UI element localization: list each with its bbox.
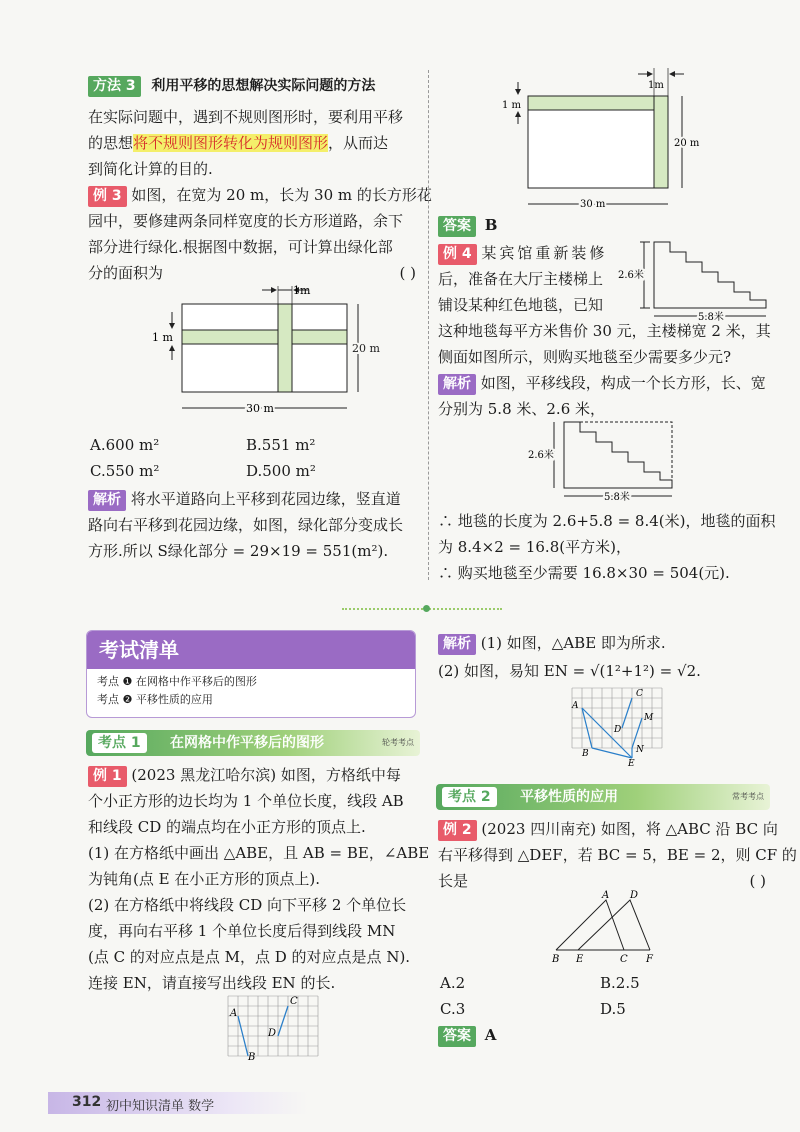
example2-answer-badge: 答案: [438, 1026, 476, 1047]
example3-line1: 例 3 如图，在宽为 20 m，长为 30 m 的长方形花: [88, 182, 420, 208]
example1-solution-line2: (2) 如图，易知 EN = √(1²+1²) = √2.: [438, 662, 701, 680]
example3-answer-badge: 答案: [438, 216, 476, 237]
example1-line8: (点 C 的对应点是点 M，点 D 的对应点是点 N).: [88, 948, 411, 966]
example4-solution-figure: [526, 418, 676, 502]
tri-label-d: D: [630, 890, 639, 901]
example2-answer-bracket: ( ): [749, 872, 766, 890]
grid1-label-a: A: [230, 1008, 238, 1019]
example4-analysis-line5: ∴ 购买地毯至少需要 16.8×30 = 504(元).: [438, 564, 730, 582]
point2-header: [436, 784, 770, 810]
example4-height-label: 2.6米: [618, 270, 644, 281]
checklist-header: 考试清单: [87, 631, 415, 669]
example2-line2: 右平移得到 △DEF，若 BC = 5，BE = 2，则 CF 的: [438, 846, 797, 864]
example4-analysis-badge: 解析: [438, 374, 476, 395]
example2-triangles-figure: [548, 890, 658, 966]
example2-answer-value: A: [484, 1026, 497, 1044]
example4-line5: 侧面如图所示，则购买地毯至少需要多少元?: [438, 348, 732, 366]
example3-top-label: 1m: [293, 284, 311, 297]
example1-section: 例 1 (2023 黑龙江哈尔滨) 如图，方格纸中每 个小正方形的边长均为 1 个单位长度，线段 AB 和线段 CD 的端点均在小正方形的顶点上. (1) 在方格纸中画出 △ABE，且 AB = BE，∠ABE 为钝角(点 E 在小正方形的顶点上). (2) 在方格纸中将线段 CD 向下平移 2 个单位长 度，再向右平移 1 个单位长度后得到线段 MN (点 C 的对应点是点 M，点 D 的对应点是点 N). 连接 EN，请直接写出线段 EN 的长.: [88, 762, 420, 1002]
example3-option-c: C.550 m²: [90, 462, 160, 480]
checklist-item-2: 考点 ❷ 平移性质的应用: [97, 693, 213, 706]
example4-line4: 这种地毯每平方米售价 30 元，主楼梯宽 2 米，其: [438, 322, 771, 340]
example4-section: 例 4 某宾馆重新装修 后，准备在大厅主楼梯上 铺设某种红色地毯，已知 这种地毯每平方米售价 30 元，主楼梯宽 2 米，其 侧面如图所示，则购买地毯至少需要多少元?: [438, 240, 768, 370]
example4-width-label: 5.8米: [698, 312, 724, 322]
solution3-left-label: 1 m: [502, 100, 522, 111]
example2-line3: 长是 ( ): [438, 868, 770, 894]
tri-label-f: F: [646, 954, 653, 965]
example3-option-d: D.500 m²: [246, 462, 316, 480]
example4-badge: 例 4: [438, 244, 477, 265]
point2-tag: 常考考点: [732, 792, 764, 801]
example2-option-d: D.5: [600, 1000, 626, 1018]
method3-highlight: 将不规则图形转化为规则图形: [133, 134, 329, 152]
tri-label-b: B: [552, 954, 560, 965]
example2-section: 例 2 (2023 四川南充) 如图，将 △ABC 沿 BC 向 右平移得到 △DEF，若 BC = 5，BE = 2，则 CF 的 长是 ( ): [438, 816, 770, 896]
tri-label-c: C: [620, 954, 628, 965]
point1-badge: 考点 1: [92, 733, 147, 753]
grid2-label-m: M: [644, 713, 654, 723]
method3-badge: 方法 3: [88, 76, 141, 97]
checklist-item-1: 考点 ❶ 在网格中作平移后的图形: [97, 675, 257, 688]
tri-label-a: A: [602, 890, 610, 901]
example2-badge: 例 2: [438, 820, 477, 841]
point2-title: 平移性质的应用: [520, 789, 618, 805]
point1-title: 在网格中作平移后的图形: [170, 735, 324, 751]
page-number: 312: [72, 1094, 102, 1110]
example1-line3: 和线段 CD 的端点均在小正方形的顶点上.: [88, 818, 366, 836]
example3-right-label: 20 m: [352, 342, 380, 355]
point1-tag: 轮考考点: [382, 738, 414, 747]
grid2-label-c: C: [636, 689, 643, 699]
example3-analysis-line3: 方形.所以 S绿化部分 = 29×19 = 551(m²).: [88, 542, 389, 560]
example3-answer-value: B: [484, 216, 498, 234]
section-separator: [342, 608, 502, 610]
example4-line2: 后，准备在大厅主楼梯上: [438, 270, 604, 288]
example4-conclusion: [438, 508, 778, 588]
example1-solution-badge: 解析: [438, 634, 476, 655]
example3-line2: 园中，要修建两条同样宽度的长方形道路，余下: [88, 212, 404, 230]
example1-line4: (1) 在方格纸中画出 △ABE，且 AB = BE，∠ABE: [88, 844, 430, 862]
example3-solution-figure: [498, 66, 708, 216]
example1-line6: (2) 在方格纸中将线段 CD 向下平移 2 个单位长: [88, 896, 407, 914]
grid1-label-d: D: [268, 1028, 277, 1039]
example3-option-a: A.600 m²: [90, 436, 160, 454]
grid2-label-a: A: [572, 701, 579, 711]
example2-answer: [438, 1026, 496, 1047]
point2-badge: 考点 2: [442, 787, 497, 807]
example1-line2: 个小正方形的边长均为 1 个单位长度，线段 AB: [88, 792, 404, 810]
example3-line4: 分的面积为 ( ): [88, 260, 420, 286]
solution4-width-label: 5.8米: [604, 492, 630, 502]
grid2-label-e: E: [628, 759, 635, 766]
example3-bottom-label: 30 m: [246, 402, 274, 415]
example2-option-c: C.3: [440, 1000, 466, 1018]
method3-line3: 到简化计算的目的.: [88, 160, 213, 178]
example1-solution: 解析 (1) 如图，△ABE 即为所求. (2) 如图，易知 EN = √(1²+1²) = √2.: [438, 630, 768, 686]
example2-option-b: B.2.5: [600, 974, 640, 992]
book-title: 初中知识清单 数学: [106, 1099, 215, 1114]
example3-answer-bracket: ( ): [399, 264, 416, 282]
grid2-label-b: B: [582, 749, 589, 759]
grid2-label-d: D: [614, 725, 622, 735]
method3-line2: 的思想将不规则图形转化为规则图形，从而达: [88, 134, 389, 152]
example3-analysis-line2: 路向右平移到花园边缘，如图，绿化部分变成长: [88, 516, 404, 534]
example3-analysis: 解析 将水平道路向上平移到花园边缘，竖直道 路向右平移到花园边缘，如图，绿化部分变成长 方形.所以 S绿化部分 = 29×19 = 551(m²).: [88, 486, 420, 576]
grid1-label-c: C: [290, 996, 298, 1007]
point1-header: [86, 730, 420, 756]
solution3-top-label: 1m: [648, 80, 664, 91]
example3-answer: [438, 216, 497, 237]
example3-badge: 例 3: [88, 186, 127, 207]
example1-badge: 例 1: [88, 766, 127, 787]
example2-option-a: A.2: [440, 974, 466, 992]
separator-dot: [423, 605, 430, 612]
example3-left-label: 1 m: [152, 331, 173, 344]
example3-garden-figure: [150, 282, 380, 420]
tri-label-e: E: [576, 954, 584, 965]
example3-option-b: B.551 m²: [246, 436, 316, 454]
example3-line3: 部分进行绿化.根据图中数据，可计算出绿化部: [88, 238, 393, 256]
example4-stairs-figure: [616, 238, 776, 322]
example3-analysis-badge: 解析: [88, 490, 126, 511]
example4-analysis-line4: 为 8.4×2 = 16.8(平方米)，: [438, 538, 631, 556]
column-divider: [428, 70, 429, 580]
solution3-right-label: 20 m: [674, 138, 700, 149]
example1-line7: 度，再向右平移 1 个单位长度后得到线段 MN: [88, 922, 396, 940]
example4-analysis-line3: ∴ 地毯的长度为 2.6+5.8 = 8.4(米)，地毯的面积: [438, 512, 776, 530]
method3-title: 利用平移的思想解决实际问题的方法: [151, 78, 376, 94]
solution3-bottom-label: 30 m: [580, 199, 606, 210]
method3-line1: 在实际问题中，遇到不规则图形时，要利用平移: [88, 108, 404, 126]
solution4-height-label: 2.6米: [528, 450, 554, 461]
footer: [48, 1092, 308, 1114]
example1-line9: 连接 EN，请直接写出线段 EN 的长.: [88, 974, 336, 992]
example4-line3: 铺设某种红色地毯，已知: [438, 296, 604, 314]
example1-grid-figure: [222, 994, 322, 1060]
grid1-label-b: B: [248, 1052, 256, 1060]
example1-line5: 为钝角(点 E 在小正方形的顶点上).: [88, 870, 320, 888]
grid2-label-n: N: [636, 745, 644, 755]
example1-solution-grid: [566, 686, 666, 766]
checklist-box: [86, 630, 416, 718]
example4-analysis: 解析 如图，平移线段，构成一个长方形，长、宽 分别为 5.8 米、2.6 米，: [438, 370, 768, 430]
example4-analysis-line2: 分别为 5.8 米、2.6 米，: [438, 400, 606, 418]
